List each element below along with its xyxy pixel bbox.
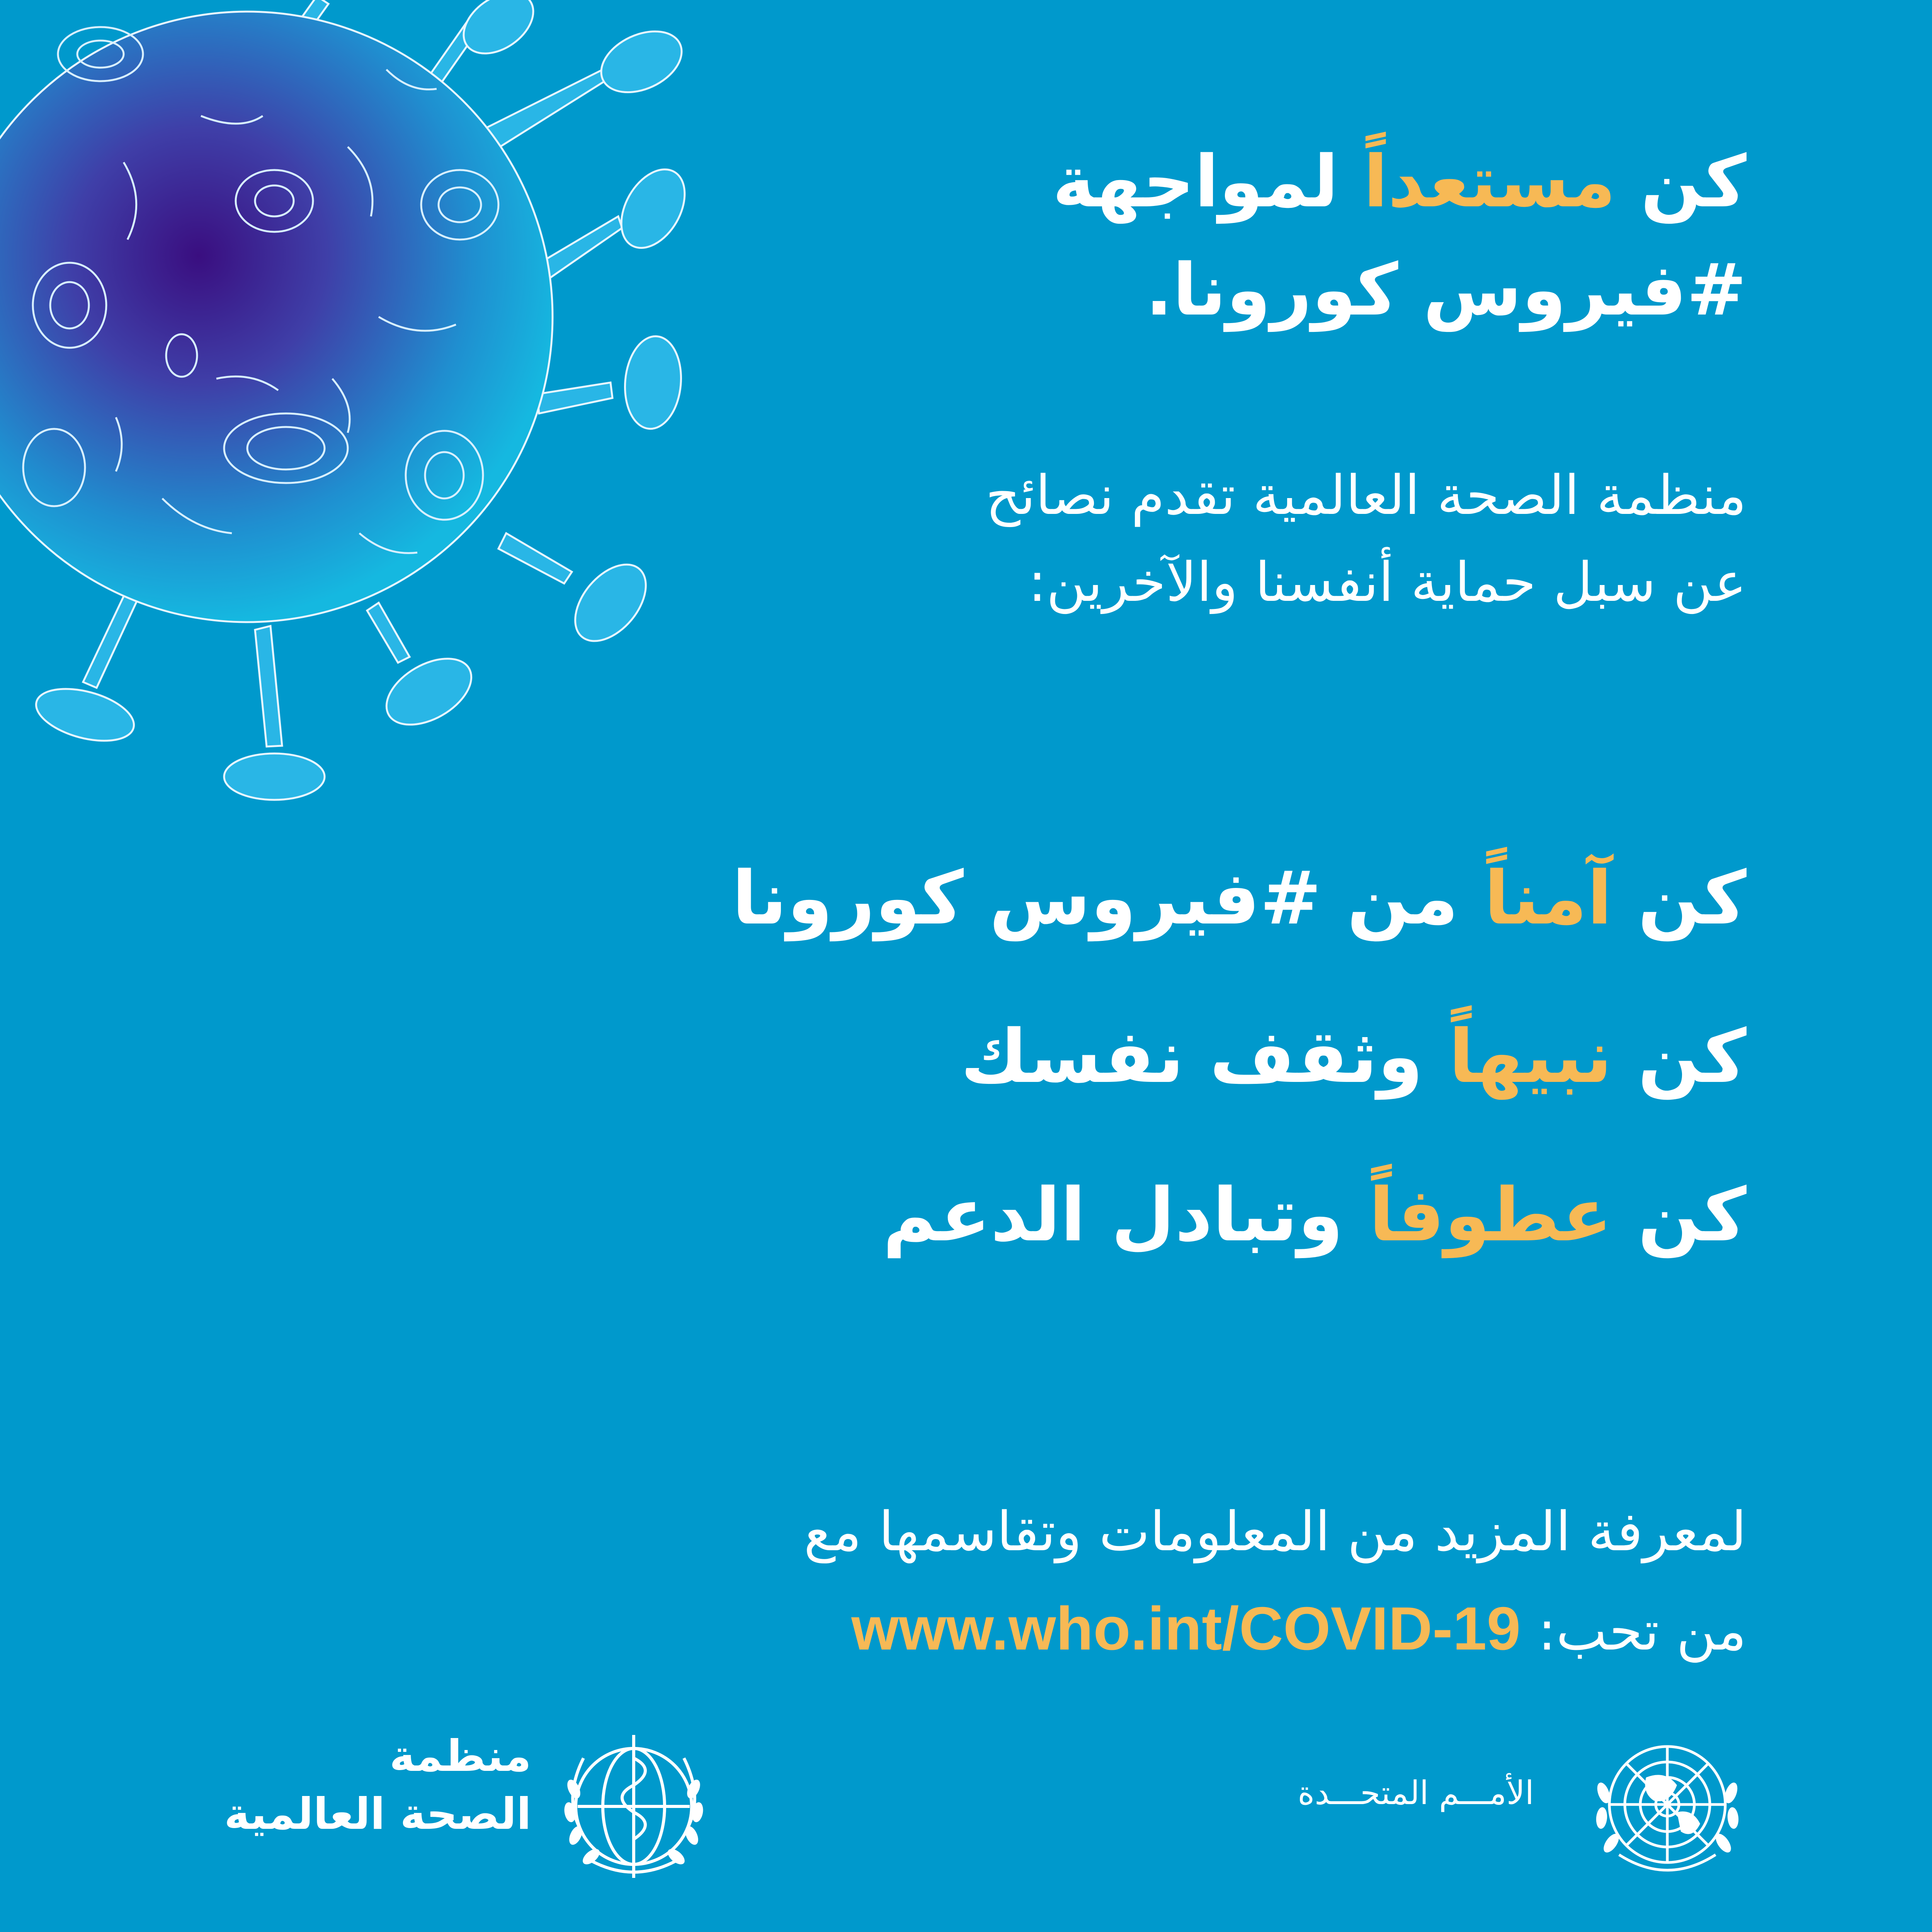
tip-suffix: وتبادل الدعم bbox=[883, 1172, 1369, 1258]
tip-smart bbox=[355, 978, 1747, 1136]
who-emblem-icon bbox=[541, 1712, 726, 1897]
tip-accent: آمناً bbox=[1484, 855, 1612, 941]
who-name bbox=[68, 1727, 531, 1843]
tip-accent: عطوفاً bbox=[1369, 1172, 1612, 1258]
tip-suffix: وثقف نفسك bbox=[961, 1014, 1449, 1099]
tip-prefix: كن bbox=[1612, 855, 1747, 941]
headline-accent: مستعداً bbox=[1363, 140, 1616, 223]
tip-accent: نبيهاً bbox=[1449, 1014, 1612, 1099]
un-emblem-icon bbox=[1577, 1716, 1758, 1897]
who-name-line-1: منظمة bbox=[389, 1731, 531, 1781]
headline-prefix: كن bbox=[1616, 140, 1747, 223]
intro-line-1: منظمة الصحة العالمية تقدم نصائح bbox=[985, 464, 1747, 527]
intro-line-2: عن سبل حماية أنفسنا والآخرين: bbox=[1028, 551, 1747, 614]
tip-suffix: من #فيروس كورونا bbox=[732, 855, 1484, 941]
headline-line-2: #فيروس كورونا. bbox=[1145, 248, 1747, 332]
more-info-line-1: لمعرفة المزيد من المعلومات وتقاسمها مع bbox=[804, 1500, 1747, 1563]
headline-line-1 bbox=[742, 128, 1747, 236]
tip-prefix: كن bbox=[1612, 1014, 1747, 1099]
more-info bbox=[355, 1484, 1747, 1680]
who-name-line-2: الصحة العالمية bbox=[224, 1789, 531, 1839]
more-info-prefix: من تحب: bbox=[1520, 1600, 1747, 1663]
who-covid-link[interactable]: www.who.int/COVID-19 bbox=[851, 1595, 1521, 1663]
intro-text bbox=[433, 452, 1747, 626]
headline-suffix: لمواجهة bbox=[1052, 140, 1364, 223]
tip-kind bbox=[355, 1136, 1747, 1294]
un-name: الأمـــم المتحـــدة bbox=[1298, 1774, 1534, 1812]
tip-safe bbox=[355, 819, 1747, 978]
tip-prefix: كن bbox=[1612, 1172, 1747, 1258]
more-info-line-2 bbox=[355, 1580, 1747, 1680]
tips-list bbox=[355, 819, 1747, 1294]
coronavirus-icon bbox=[0, 0, 715, 831]
headline bbox=[742, 128, 1747, 344]
